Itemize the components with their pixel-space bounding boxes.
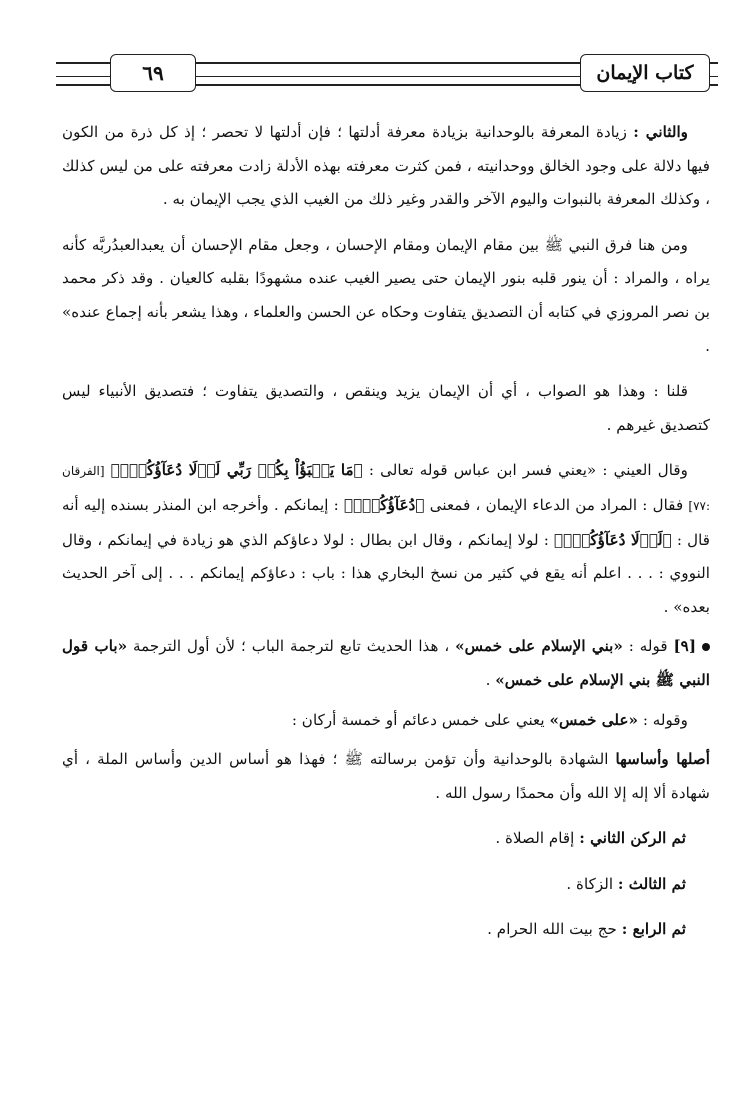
- pillar-fourth: [62, 913, 710, 947]
- hadith-quote: «بني الإسلام على خمس»: [455, 637, 623, 656]
- commentary-item-9: [62, 630, 710, 697]
- pillar-label: ثم الركن الثاني :: [579, 829, 686, 848]
- aini-text-2: فقال : المراد من الدعاء الإيمان ، فمعنى: [424, 495, 689, 514]
- bullet-icon: [702, 643, 710, 651]
- paragraph-qulna: قلنا : وهذا هو الصواب ، أي أن الإيمان يزيد وينقص ، والتصديق يتفاوت ؛ فتصديق الأنبياء ليس كتصديق غيرهم .: [62, 382, 710, 434]
- pillar-second: [62, 822, 710, 856]
- paragraph-second-point: [62, 116, 710, 217]
- pillar-text: إقام الصلاة .: [495, 829, 580, 848]
- page-body: [62, 116, 710, 947]
- aini-text-1: وقال العيني : «يعني فسر ابن عباس قوله تعالى :: [362, 461, 688, 480]
- aini-text-4: : لولا إيمانكم ، وقال ابن بطال : لولا دعاؤكم الذي هو زيادة في إيمانكم ، وقال النووي : . . . اعلم أنه يقع في كثير من نسخ البخاري هذا : باب : دعاؤكم إيمانكم . . . إلى آخر الحديث بعده» .: [62, 530, 710, 616]
- item9-text-1: قوله :: [622, 637, 674, 656]
- paragraph-five-pillars: [62, 704, 710, 738]
- p5-text-1: وقوله :: [638, 710, 688, 729]
- book-title: كتاب الإيمان: [580, 54, 710, 92]
- p5-text-2: يعني على خمس دعائم أو خمسة أركان :: [291, 710, 550, 729]
- page-header: [56, 48, 718, 98]
- p6-text: الشهادة بالوحدانية وأن تؤمن برسالته ﷺ ؛ فهذا هو أساس الدين وأساس الملة ، أي شهادة ألا إله إلا الله وأن محمدًا رسول الله .: [62, 750, 710, 802]
- item-number: [٩]: [673, 637, 696, 656]
- quran-verse-2: ﴿دُعَآؤُكُمۡۖ﴾: [343, 495, 425, 514]
- paragraph-text: زيادة المعرفة بالوحدانية بزيادة معرفة أدلتها ؛ فإن أدلتها لا تحصر ؛ إذ كل ذرة من الكون فيها دلالة على وجود الخالق ووحدانيته ، فمن كثرت معرفته بهذه الأدلة زادت معرفته على من ليس كذلك ، وكذلك المعرفة بالنبوات واليوم الآخر والقدر وغير ذلك من الغيب الذي يجب الإيمان به .: [62, 123, 710, 209]
- lead-second: والثاني :: [633, 123, 688, 141]
- aini-text-3: : إيمانكم . وأخرجه ابن المنذر بسنده إليه أنه قال :: [62, 495, 710, 549]
- pillar-label: ثم الرابع :: [621, 920, 686, 939]
- chapter-title-quote: «باب قول النبي ﷺ بني الإسلام على خمس»: [62, 637, 710, 689]
- surah-reference: [الفرقان :٧٧]: [62, 464, 711, 513]
- pillar-text: الزكاة .: [566, 874, 618, 893]
- paragraph-ihsan: ومن هنا فرق النبي ﷺ بين مقام الإيمان ومقام الإحسان ، وجعل مقام الإحسان أن يعبدالعبدُربَّه كأنه يراه ، والمراد : أن ينور قلبه بنور الإيمان حتى يصير الغيب عنده مشهودًا بقلبه كالعيان . وقد ذكر محمد بن نصر المروزي في كتابه أن التصديق يتفاوت وحكاه عن الحسن والعلماء ، وهذا يشعر بأنه إجماع عنده» .: [62, 235, 710, 355]
- paragraph-aini: [62, 454, 710, 624]
- pillar-label: ثم الثالث :: [617, 874, 686, 893]
- quran-verse-1: ﴿مَا يَعۡبَؤُاْ بِكُمۡ رَبِّي لَوۡلَا دُعَآؤُكُمۡۖ﴾: [110, 461, 363, 480]
- item9-text-2: ، هذا الحديث تابع لترجمة الباب ؛ لأن أول الترجمة: [127, 637, 456, 656]
- item9-text-3: .: [485, 670, 496, 689]
- page-number: ٦٩: [110, 54, 196, 92]
- p5-bold: «على خمس»: [549, 710, 639, 729]
- pillar-text: حج بيت الله الحرام .: [487, 920, 622, 939]
- paragraph-foundation: [62, 743, 710, 810]
- p6-bold: أصلها وأساسها: [615, 750, 711, 769]
- pillar-third: [62, 868, 710, 902]
- quran-verse-3: ﴿لَوۡلَا دُعَآؤُكُمۡۖ﴾: [554, 530, 672, 549]
